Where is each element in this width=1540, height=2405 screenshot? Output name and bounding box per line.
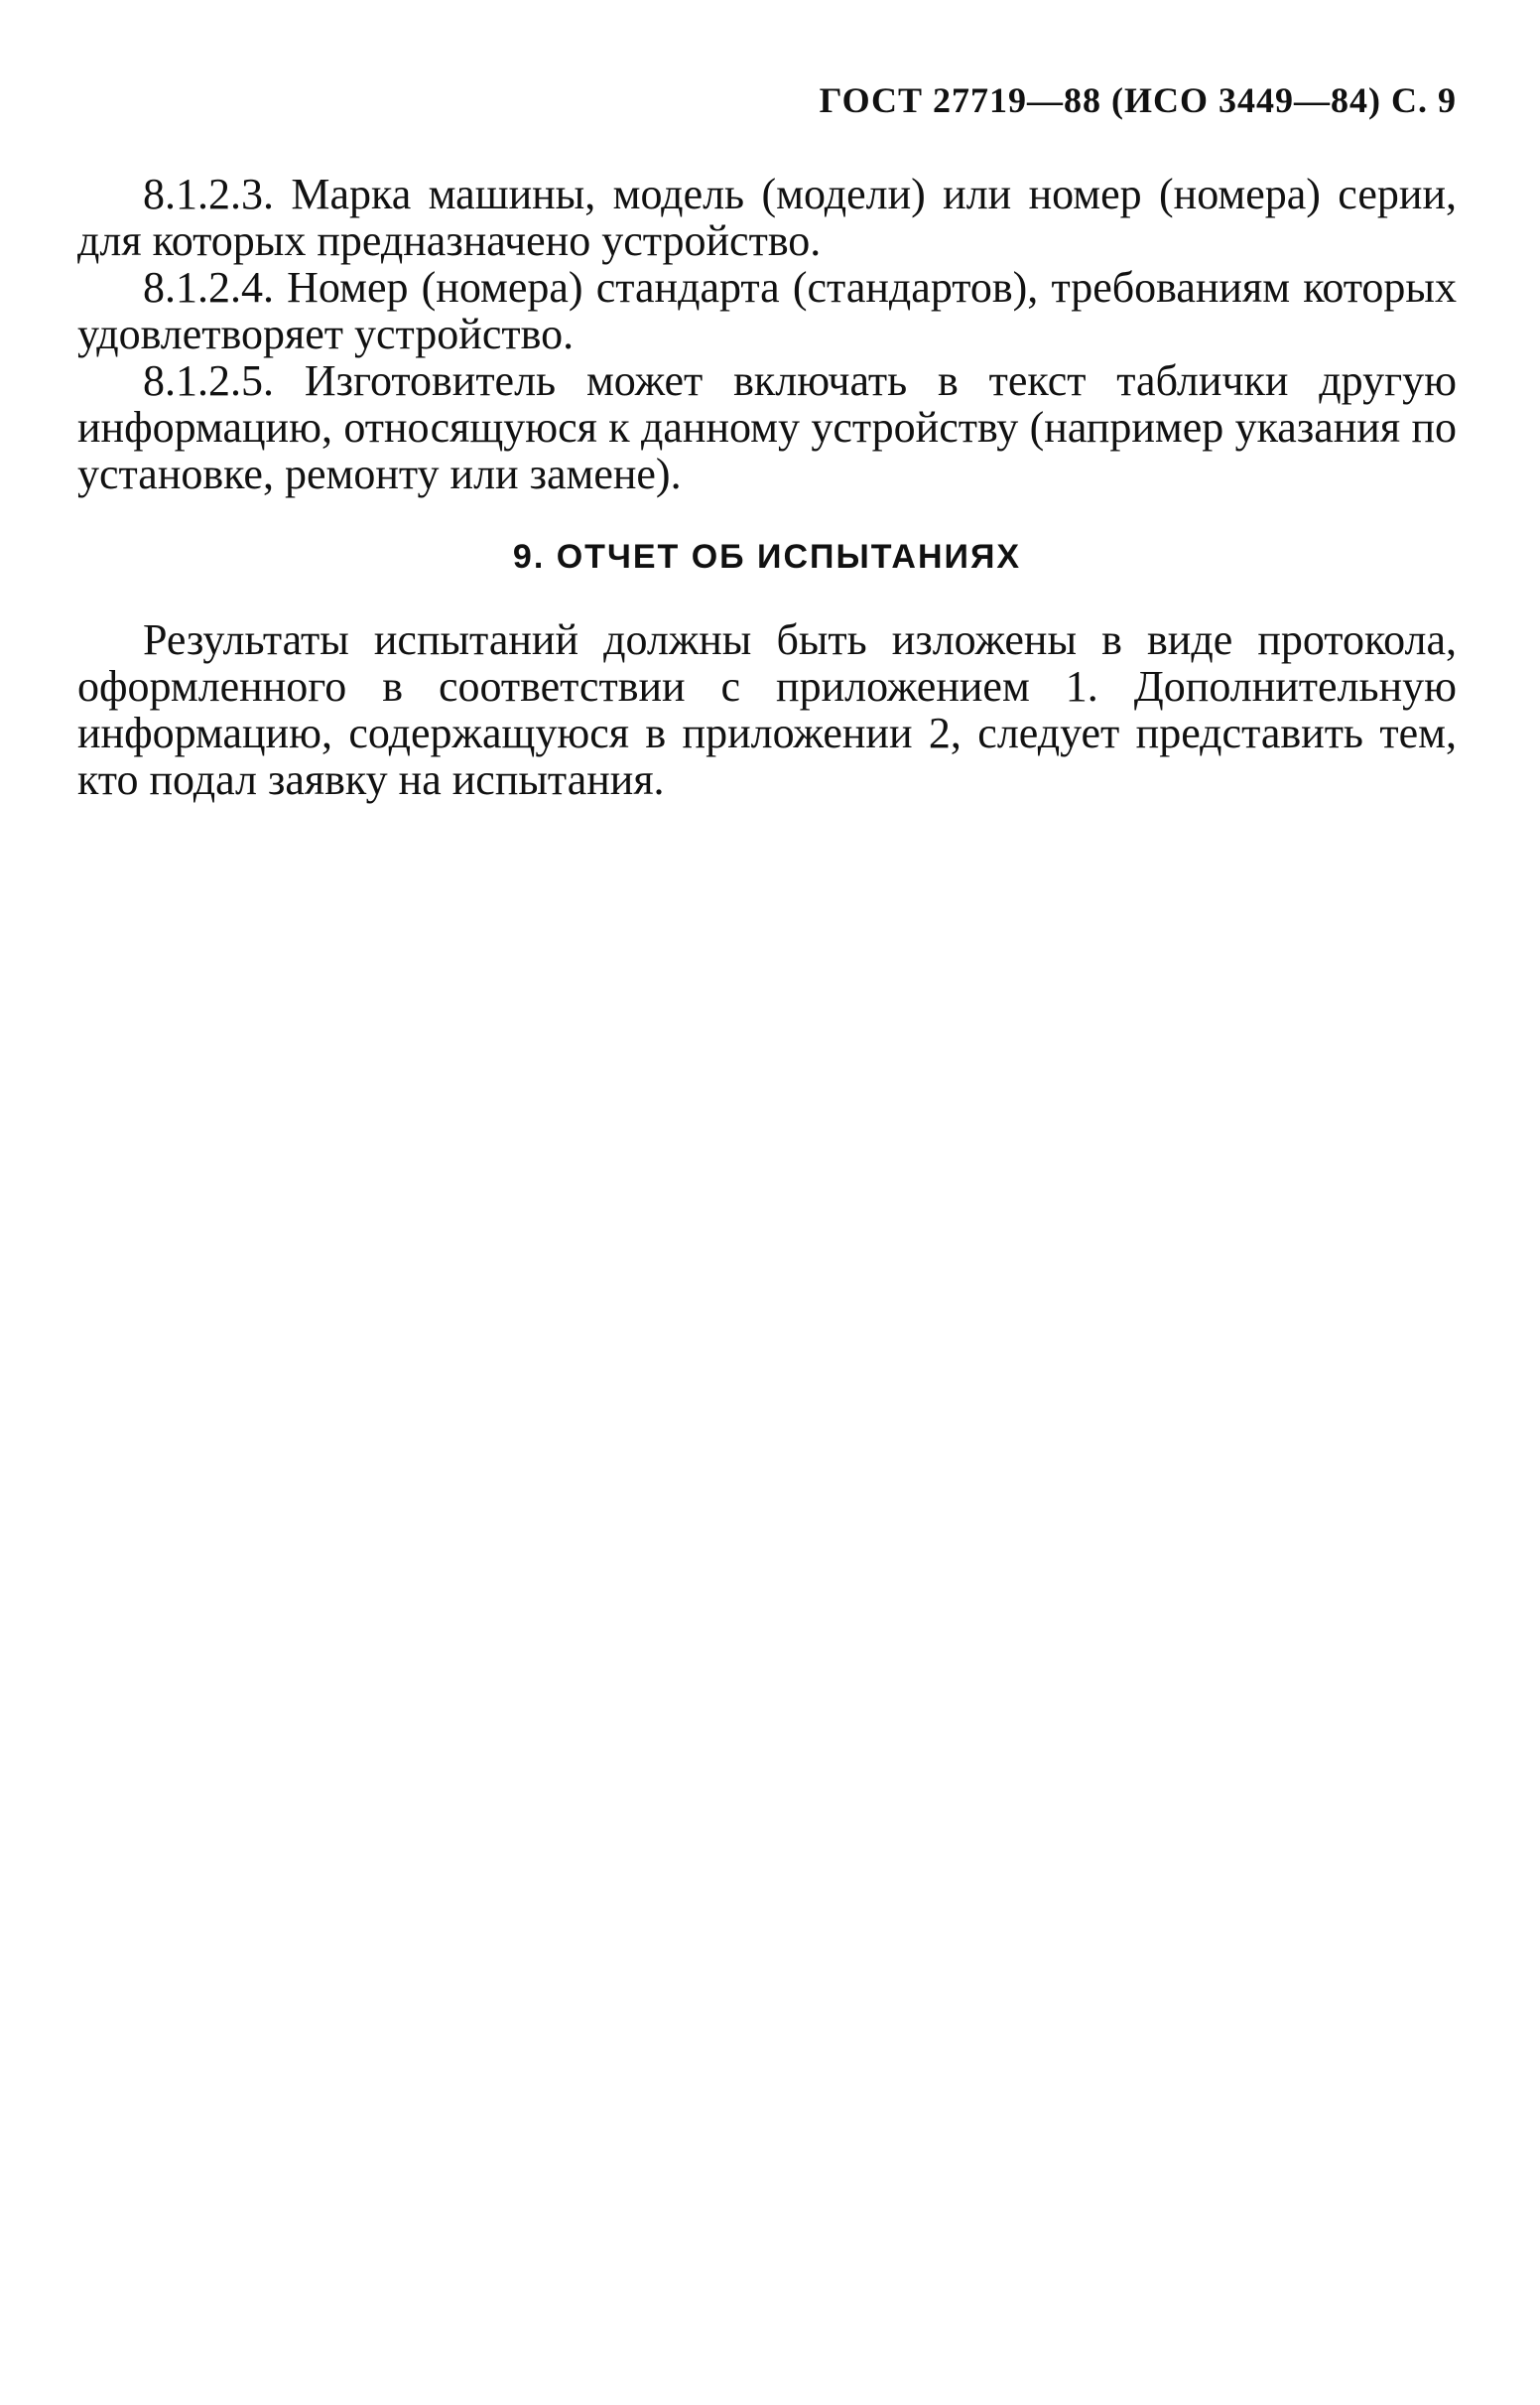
clause-8-1-2-4: 8.1.2.4. Номер (номера) стандарта (стандартов), требованиям которых удовлетворяет устройство.	[77, 263, 1457, 358]
clause-8-1-2-3: 8.1.2.3. Марка машины, модель (модели) или номер (номера) серии, для которых предназначено устройство.	[77, 170, 1457, 265]
section-heading: 9. ОТЧЕТ ОБ ИСПЫТАНИЯХ	[512, 538, 1022, 576]
section-paragraph: Результаты испытаний должны быть изложены в виде протокола, оформленного в соответствии с приложением 1. Дополнительную информацию, содержащуюся в приложении 2, следует представить тем, кто подал заявку на испытания.	[77, 615, 1457, 804]
running-header: ГОСТ 27719—88 (ИСО 3449—84) С. 9	[819, 80, 1457, 120]
clause-8-1-2-5: 8.1.2.5. Изготовитель может включать в текст таблички другую информацию, относящуюся к данному устройству (например указания по установке, ремонту или замене).	[77, 356, 1457, 498]
document-body	[77, 171, 1457, 803]
